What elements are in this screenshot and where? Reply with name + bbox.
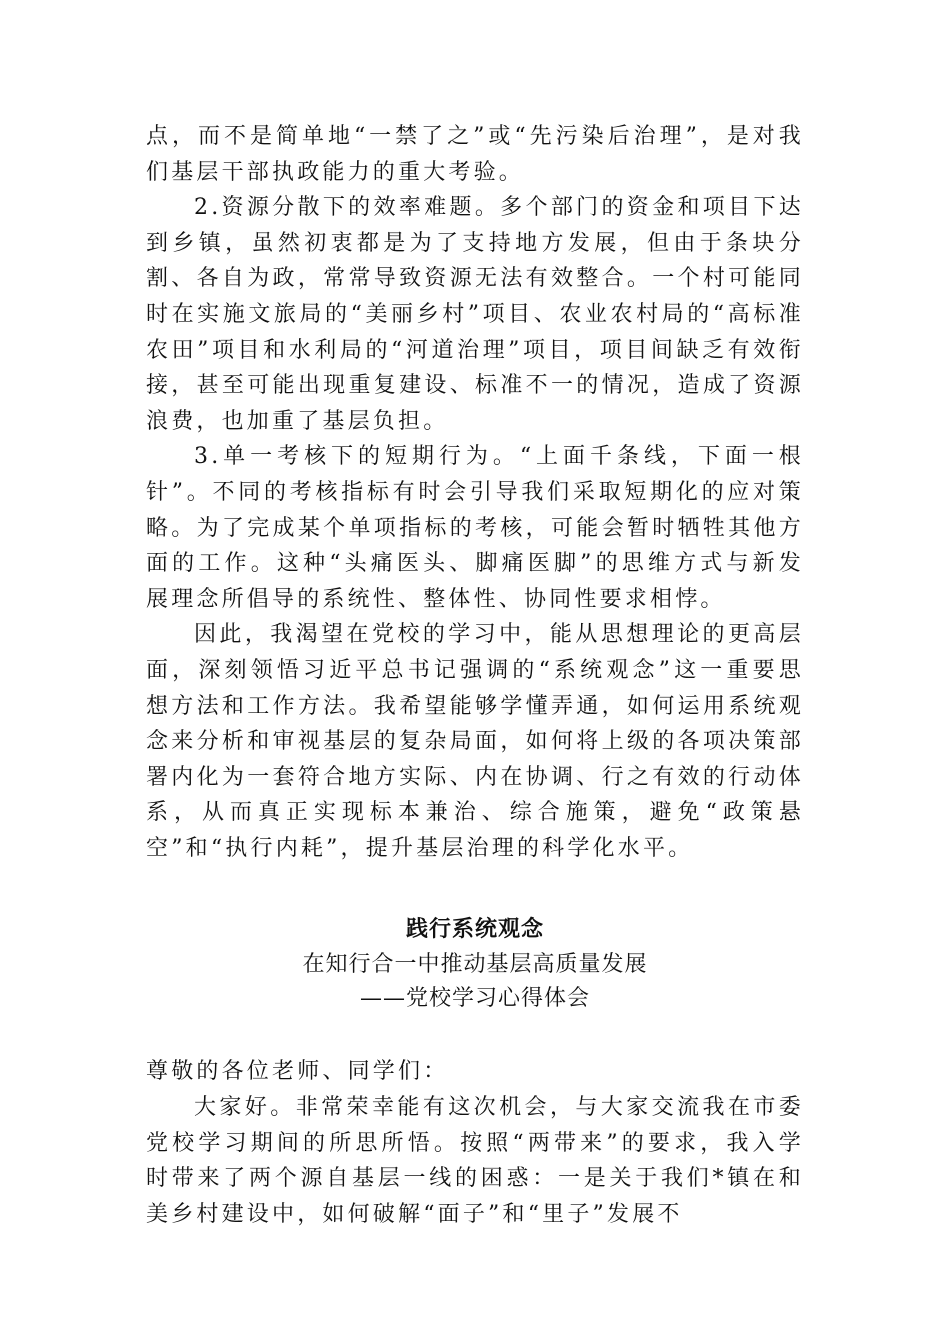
paragraph-resource-efficiency: 2.资源分散下的效率难题。多个部门的资金和项目下达到乡镇，虽然初衷都是为了支持地方发展，但由于条块分割、各自为政，常常导致资源无法有效整合。一个村可能同时在实施文旅局的“美丽乡村”项目、农业农村局的“高标准农田”项目和水利局的“河道治理”项目，项目间缺乏有效衔接，甚至可能出现重复建设、标准不一的情况，造成了资源浪费，也加重了基层负担。 bbox=[146, 195, 804, 434]
article-subtitle: 在知行合一中推动基层高质量发展 bbox=[302, 952, 648, 978]
spacer bbox=[146, 866, 804, 912]
paragraph-systems-thinking: 因此，我渴望在党校的学习中，能从思想理论的更高层面，深刻领悟习近平总书记强调的“系统观念”这一重要思想方法和工作方法。我希望能够学懂弄通，如何运用系统观念来分析和审视基层的复杂局面，如何将上级的各项决策部署内化为一套符合地方实际、内在协调、行之有效的行动体系，从而真正实现标本兼治、综合施策，避免“政策悬空”和“执行内耗”，提升基层治理的科学化水平。 bbox=[146, 622, 804, 861]
paragraph-opening: 大家好。非常荣幸能有这次机会，与大家交流我在市委党校学习期间的所思所悟。按照“两带来”的要求，我入学时带来了两个源自基层一线的困惑：一是关于我们*镇在和美乡村建设中，如何破解“面子”和“里子”发展不 bbox=[146, 1095, 804, 1227]
article-byline: ——党校学习心得体会 bbox=[359, 986, 590, 1012]
salutation: 尊敬的各位老师、同学们： bbox=[146, 1059, 449, 1085]
spacer bbox=[146, 1016, 804, 1054]
document-page bbox=[146, 119, 804, 1232]
paragraph-short-term-behavior: 3.单一考核下的短期行为。“上面千条线，下面一根针”。不同的考核指标有时会引导我们采取短期化的应对策略。为了完成某个单项指标的考核，可能会暂时牺牲其他方面的工作。这种“头痛医头、脚痛医脚”的思维方式与新发展理念所倡导的系统性、整体性、协同性要求相悖。 bbox=[146, 444, 804, 612]
article-title: 践行系统观念 bbox=[405, 917, 544, 943]
paragraph-continuation: 点，而不是简单地“一禁了之”或“先污染后治理”，是对我们基层干部执政能力的重大考验。 bbox=[146, 124, 804, 185]
